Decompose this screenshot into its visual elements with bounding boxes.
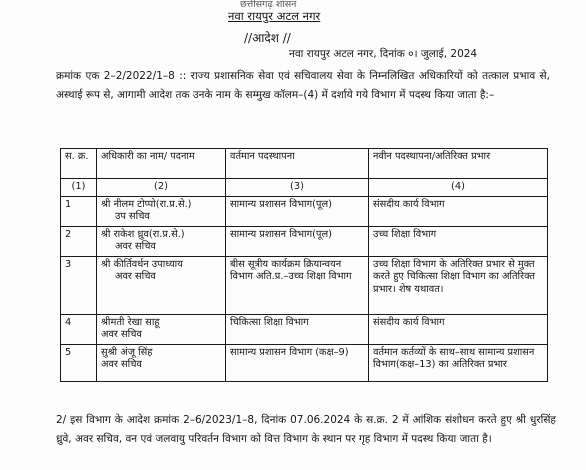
table-header-row [61,149,548,179]
current-posting: चिकित्सा शिक्षा विभाग [226,314,369,344]
header-officer: अधिकारी का नाम/ पदनाम [97,149,226,179]
office-name: नवा रायपुर अटल नगर [228,9,321,23]
current-posting: सामान्य प्रशासन विभाग(पूल) [226,196,369,226]
col-number: (4) [369,179,548,197]
current-posting: सामान्य प्रशासन विभाग (कक्ष–9) [226,344,369,381]
officer-cell [97,314,226,344]
new-posting: उच्च शिक्षा विभाग के अतिरिक्त प्रभार से मुक्त करते हुए चिकित्सा शिक्षा विभाग का अतिरिक्त प्रभार। शेष यथावत। [369,256,548,314]
officer-cell [97,196,226,226]
header-serial: स. क्र. [61,149,97,179]
table-row [61,344,548,381]
col-number: (3) [226,179,369,197]
date-line: नवा रायपुर अटल नगर, दिनांक ०। जुलाई, 2024 [289,48,478,60]
new-posting: संसदीय कार्य विभाग [369,196,548,226]
table-row [61,314,548,344]
new-posting: उच्च शिक्षा विभाग [369,226,548,256]
serial-number: 5 [61,344,97,381]
header-current-posting: वर्तमान पदस्थापना [226,149,369,179]
order-title: //आदेश // [244,31,291,45]
officer-name: श्री कीर्तिवर्धन उपाध्याय [101,258,183,270]
officer-cell [97,226,226,256]
officer-cell [97,344,226,381]
table-row [61,226,548,256]
order-paragraph-1: क्रमांक एक 2–2/2022/1–8 :: राज्य प्रशासनिक सेवा एवं सचिवालय सेवा के निम्नलिखित अधिकारियों को तत्काल प्रभाव से, अस्थाई रूप से, आगामी आदेश तक उनके नाम के सम्मुख कॉलम–(4) में दर्शाये गये विभाग में पदस्थ किया जाता है:– [56,70,550,101]
serial-number: 4 [61,314,97,344]
officer-name: श्रीमती रेखा साहू [101,316,160,328]
officer-name: सुश्री अंजू सिंह [101,346,153,358]
serial-number: 2 [61,226,97,256]
header-new-posting: नवीन पदस्थापना/अतिरिक्त प्रभार [369,149,548,179]
officer-designation: अवर सचिव [115,271,156,282]
table-row [61,256,548,314]
current-posting: सामान्य प्रशासन विभाग(पूल) [226,226,369,256]
serial-number: 3 [61,256,97,314]
officer-name: श्री राकेश ध्रुव(रा.प्र.से.) [101,228,185,240]
serial-number: 1 [61,196,97,226]
column-number-row [61,179,548,197]
table-row [61,196,548,226]
officer-designation: अवर सचिव [115,241,156,252]
officer-designation: उप सचिव [115,211,150,222]
officer-designation: अवर सचिव [101,359,142,370]
new-posting: वर्तमान कर्तव्यों के साथ–साथ सामान्य प्रशासन विभाग(कक्ष–13) का अतिरिक्त प्रभार [369,344,548,381]
officer-cell [97,256,226,314]
col-number: (2) [97,179,226,197]
new-posting: संसदीय कार्य विभाग [369,314,548,344]
posting-table [60,148,548,382]
order-paragraph-2: 2/ इस विभाग के आदेश क्रमांक 2–6/2023/1–8, दिनांक 07.06.2024 के स.क्र. 2 में आंशिक संशोधन करते हुए श्री धुरसिंह ध्रुवे, अवर सचिव, वन एवं जलवायु परिवर्तन विभाग को वित्त विभाग के स्थान पर गृह विभाग में पदस्थ किया जाता है। [56,414,556,445]
officer-designation: अवर सचिव [101,329,142,340]
officer-name: श्री नीलम टोप्पो(रा.प्र.से.) [101,198,192,210]
col-number: (1) [61,179,97,197]
cut-off-header-line: छत्तीसगढ़ शासन [240,0,297,10]
current-posting: बीस सूत्रीय कार्यक्रम क्रियान्वयन विभाग अति.प्र.–उच्च शिक्षा विभाग [226,256,369,314]
